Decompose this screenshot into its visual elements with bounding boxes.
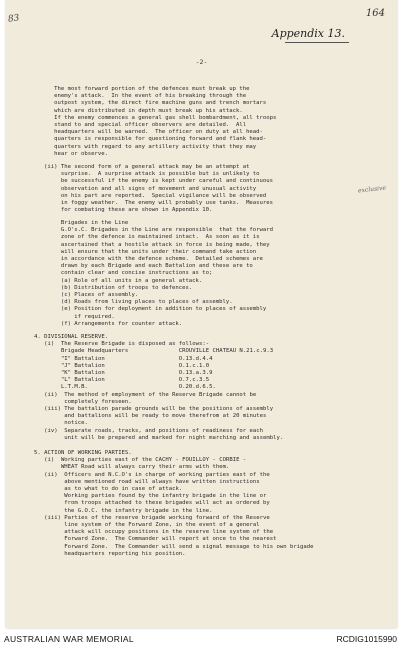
text-line: on his part are reported. Special vigilance will be observed	[44, 192, 267, 199]
text-line: in accordance with the defence scheme. Detailed schemes are	[44, 256, 263, 263]
text-line: "K" Battalion O.13.a.3.9	[34, 370, 213, 377]
text-line: (iv) Separate roads, tracks, and positions of readiness for each	[34, 427, 264, 434]
text-line: from troops attached to these brigades will act as ordered by	[34, 500, 270, 507]
text-line: (i) The Reserve Brigade is disposed as follows:-	[34, 341, 210, 348]
archive-reference-id: RCDIG1015990	[336, 634, 397, 644]
text-block	[34, 334, 283, 442]
document-sheet	[6, 0, 397, 628]
text-line: if required.	[44, 313, 115, 320]
text-line: headquarters reporting his position.	[34, 550, 186, 557]
text-line: L.T.M.B. O.20.d.6.5.	[34, 384, 216, 391]
text-line: (ii) The second form of a general attack may be an attempt at	[44, 164, 250, 170]
text-line: quarters with regard to any artillery activity that they may	[44, 143, 257, 150]
text-line: the G.O.C. the infantry brigade in the line.	[34, 507, 213, 514]
text-block	[44, 86, 276, 158]
text-line: above mentioned road will always have written instructions	[34, 478, 260, 485]
text-line: line system of the Forward Zone, in the event of a general	[34, 522, 260, 529]
text-block	[44, 220, 273, 328]
text-line: "L" Battalion O.7.c.3.5	[34, 377, 210, 384]
text-line: (ii) Officers and N.C.O's in charge of working parties east of the	[34, 471, 270, 478]
text-line: which are distributed in depth must break up his attack.	[44, 107, 243, 114]
text-line: hear or observe.	[44, 150, 108, 157]
text-line: (iii) The battalion parade grounds will be the positions of assembly	[34, 406, 274, 413]
text-line: unit will be prepared and marked for night marching and assembly.	[34, 434, 284, 441]
text-line: (c) Places of assembly.	[44, 292, 139, 299]
text-block	[44, 164, 273, 214]
text-line: quarters is responsible for questioning forward and flank head-	[44, 136, 267, 143]
text-line: for combating these are shown in Appendix 10.	[44, 207, 213, 214]
text-line: as to what to do in case of attack.	[34, 486, 183, 493]
margin-handwritten-note: exclusive	[357, 184, 387, 195]
text-line: (f) Arrangements for counter attack.	[44, 320, 183, 327]
text-line: enemy's attack. In the event of his breaking through the	[44, 93, 247, 100]
text-line: Forward Zone. The Commander will report at once to the nearest	[34, 536, 277, 543]
text-line: 5. ACTION OF WORKING PARTIES.	[34, 450, 132, 456]
archive-name: AUSTRALIAN WAR MEMORIAL	[4, 634, 134, 644]
text-line: (b) Distribution of troops to defences.	[44, 284, 193, 291]
text-line: zone of the defence is maintained intact. As soon as it is	[44, 234, 260, 241]
text-line: The most forward portion of the defences must break up the	[44, 86, 250, 92]
text-line: (a) Role of all units in a general attack.	[44, 277, 203, 284]
text-line: notice.	[34, 420, 88, 427]
corner-page-number-right: 164	[365, 8, 385, 19]
page-number: -2-	[195, 58, 208, 66]
text-line: outpost system, the direct fire machine guns and trench mortars	[44, 100, 267, 107]
text-line: ascertained that a hostile attack in force is being made, they	[44, 241, 270, 248]
text-line: completely foreseen.	[34, 398, 132, 405]
text-line: (i) Working parties east of the CACHY - FOUILLOY - CORBIE -	[34, 457, 247, 464]
text-block	[34, 450, 314, 558]
text-line: "J" Battalion O.1.c.1.0	[34, 362, 210, 369]
text-line: Forward Zone. The Commander will send a signal message to his own brigade	[34, 543, 314, 550]
text-line: headquarters will be warned. The officer on duty at all head-	[44, 129, 263, 136]
text-line: surprise. A surprise attack is possible but is unlikely to	[44, 171, 260, 178]
text-line: If the enemy commences a general gas shell bombardment, all troops	[44, 114, 277, 121]
archive-footer	[0, 634, 403, 650]
text-line: WHEAT Road will always carry their arms with them.	[34, 464, 230, 471]
text-line: (iii) Parties of the reserve brigade working forward of the Reserve	[34, 514, 270, 521]
text-line: (ii) The method of employment of the Reserve Brigade cannot be	[34, 391, 257, 398]
text-line: Working parties found by the infantry brigade in the line or	[34, 493, 267, 500]
text-line: (d) Roads from living places to places of assembly.	[44, 299, 233, 306]
text-line: and battalions will be ready to move therefrom at 20 minutes	[34, 413, 267, 420]
text-line: be successful if the enemy is kept under careful and continuous	[44, 178, 274, 185]
text-line: will ensure that the units under their command take action	[44, 248, 257, 255]
text-line: "I" Battalion O.13.d.4.4	[34, 355, 213, 362]
appendix-underline	[285, 42, 349, 43]
text-line: drawn by each Brigade and each Battalion and these are to	[44, 263, 253, 270]
text-line: in foggy weather. The enemy will probably use tanks. Measures	[44, 200, 274, 207]
text-line: G.O's.C. Brigades in the Line are responsible that the forward	[44, 227, 274, 234]
appendix-label: Appendix 13.	[271, 27, 345, 40]
text-line: Brigades in the Line	[44, 220, 129, 226]
text-line: attack will occupy positions in the reserve line system of the	[34, 529, 274, 536]
text-line: 4. DIVISIONAL RESERVE.	[34, 334, 109, 340]
text-line: (e) Position for deployment in addition to places of assembly	[44, 306, 267, 313]
text-line: observation and all signs of movement and unusual activity	[44, 185, 257, 192]
text-line: stand to and special officer observers are detailed. All	[44, 122, 247, 129]
corner-page-number-left: 83	[7, 13, 21, 25]
text-line: contain clear and concise instructions as to;	[44, 270, 213, 277]
text-line: Brigade Headquarters CROUVILLE CHATEAU N.21.c.9.3	[34, 348, 274, 355]
